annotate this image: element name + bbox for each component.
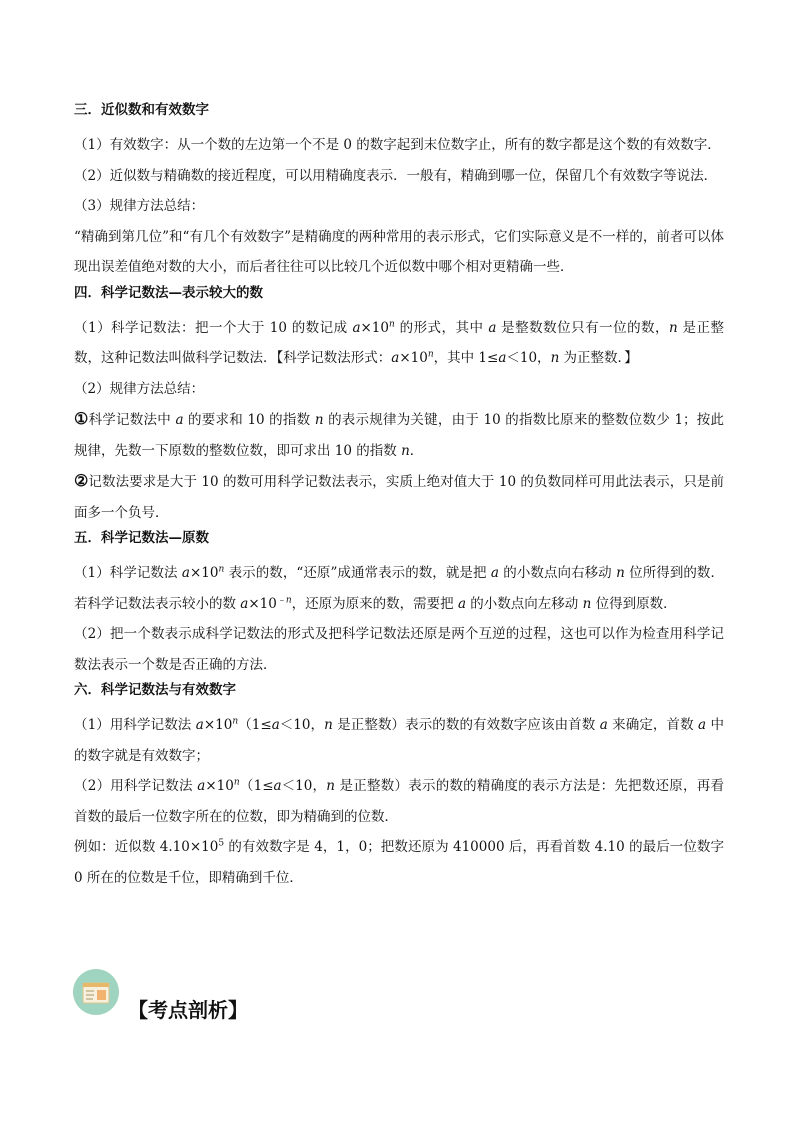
section-4-rule-2: ②记数法要求是大于 10 的数可用科学记数法表示，实质上绝对值大于 10 的负数同样可用此法表示，只是前面多一个负号． (74, 471, 724, 521)
analysis-section-banner (72, 968, 372, 1028)
section-6-point-1: （1）用科学记数法 $a\times 10^n(1\le a<10$，n 是正整数）表示的数的有效数字应该由首数 a 来确定，首数 a 中的数字就是有效数字； (74, 716, 724, 764)
section-5-heading: 五．科学记数法—原数 (74, 530, 209, 546)
section-6-point-2: （2）用科学记数法 $a\times 10^n(1\le a<10$，n 是正整数）表示的数的精确度的表示方法是：先把数还原，再看首数的最后一位数字所在的位数，即为精确到的位数． (74, 777, 725, 825)
section-4-point-1: （1）科学记数法：把一个大于 10 的数记成 $a\times 10^n$ 的形式，其中 a 是整数数位只有一位的数，n 是正整数，这种记数法叫做科学记数法．【科学记数法形式：$a\times 10^n$，其中 1≤a＜10，n 为正整数．】 (74, 319, 725, 366)
section-4-point-2: （2）规律方法总结： (74, 380, 205, 397)
section-3-point-3: （3）规律方法总结： (74, 198, 205, 214)
circled-number-2: ② (74, 471, 89, 490)
section-3-heading: 三．近似数和有效数字 (74, 102, 209, 118)
document-content (74, 100, 724, 893)
analysis-section-title: 【考点剖析】 (128, 998, 248, 1022)
section-6-example: 例如：近似数 $4.10\times 10^5$ 的有效数字是 4，1，0；把数还原为 410000 后，再看首数 4.10 的最后一位数字 0 所在的位数是千位，即精确到千位． (74, 838, 725, 886)
section-5-point-2: （2）把一个数表示成科学记数法的形式及把科学记数法还原是两个互逆的过程，这也可以作为检查用科学记数法表示一个数是否正确的方法． (74, 626, 724, 673)
notebook-icon (72, 968, 120, 1016)
section-4-rule-1: ①科学记数法中 a 的要求和 10 的指数 n 的表示规律为关键，由于 10 的指数比原来的整数位数少 1；按此规律，先数一下原数的整数位数，即可求出 10 的指数 n． (74, 409, 725, 459)
circled-number-1: ① (74, 409, 89, 428)
section-5-point-1: （1）科学记数法 $a\times 10^n$ 表示的数，“还原”成通常表示的数，就是把 a 的小数点向右移动 n 位所得到的数．若科学记数法表示较小的数 $a\times 10^{﹣n}$，还原为原来的数，需要把 a 的小数点向左移动 n 位得到原数． (74, 564, 724, 612)
section-4-heading: 四．科学记数法—表示较大的数 (74, 284, 263, 301)
section-3-point-2: （2）近似数与精确数的接近程度，可以用精确度表示．一般有，精确到哪一位，保留几个有效数字等说法． (74, 167, 718, 184)
section-6-heading: 六．科学记数法与有效数字 (74, 682, 236, 698)
section-3-summary: “精确到第几位”和“有几个有效数字”是精确度的两种常用的表示形式，它们实际意义是不一样的，前者可以体现出误差值绝对数的大小，而后者往往可以比较几个近似数中哪个相对更精确一些． (74, 228, 724, 275)
section-3-point-1: （1）有效数字：从一个数的左边第一个不是 0 的数字起到末位数字止，所有的数字都是这个数的有效数字． (74, 137, 721, 153)
